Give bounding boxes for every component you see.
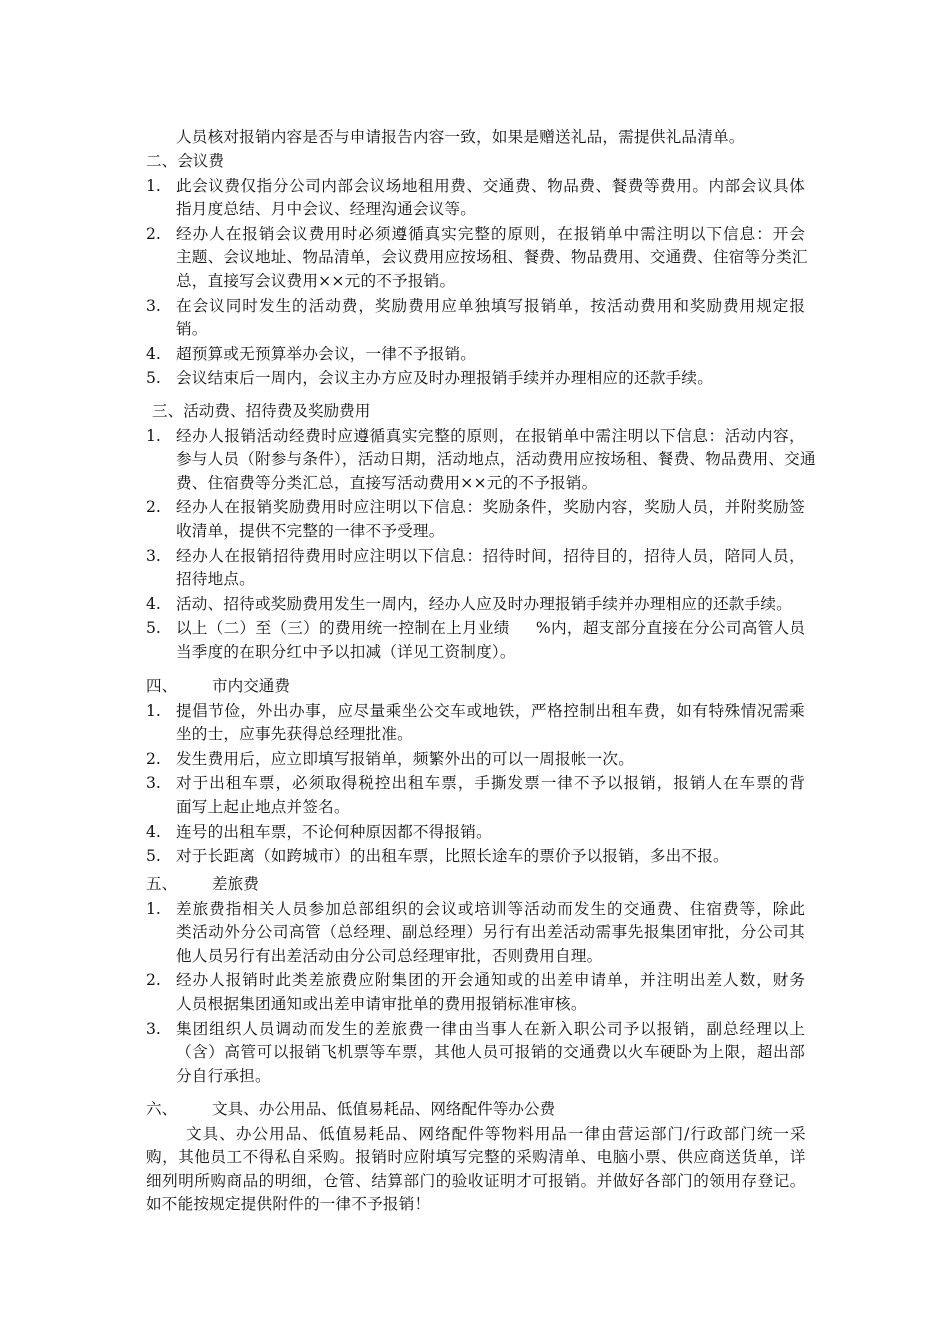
s5-item-3-line-2: （含）高管可以报销飞机票等车票，其他人员可报销的交通费以火车硬卧为上限，超出部 — [176, 1043, 806, 1062]
s5-item-3-line-1: 集团组织人员调动而发生的差旅费一律由当事人在新入职公司予以报销，副总经理以上 — [176, 1019, 806, 1038]
s6-para-line-2: 购，其他员工不得私自采购。报销时应附填写完整的采购清单、电脑小票、供应商送货单，详 — [146, 1148, 806, 1167]
s5-heading-num: 五、 — [146, 875, 178, 893]
s2-item-1-line-2: 指月度总结、月中会议、经理沟通会议等。 — [176, 200, 477, 219]
s6-heading-text: 文具、办公用品、低值易耗品、网络配件等办公费 — [212, 1100, 556, 1118]
s2-item-4-number: 4. — [146, 344, 161, 363]
intro-paragraph: 人员核对报销内容是否与申请报告内容一致，如果是赠送礼品，需提供礼品清单。 — [176, 128, 745, 146]
s4-item-1-line-2: 坐的士，应事先获得总经理批准。 — [176, 725, 413, 744]
s2-item-2-line-1: 经办人在报销会议费用时必须遵循真实完整的原则，在报销单中需注明以下信息：开会 — [176, 224, 806, 243]
s2-item-2-line-3: 总，直接写会议费用××元的不予报销。 — [176, 272, 456, 290]
s3-item-3-line-2: 招待地点。 — [176, 570, 255, 589]
s5-item-2-line-2: 人员根据集团通知或出差申请审批单的费用报销标准审核。 — [176, 995, 587, 1013]
s5-item-2-number: 2. — [146, 971, 161, 990]
s3-item-3-line-1: 经办人在报销招待费用时应注明以下信息：招待时间，招待目的，招待人员，陪同人员， — [176, 546, 806, 565]
s3-item-1-line-2: 参与人员（附参与条件），活动日期，活动地点，活动费用应按场租、餐费、物品费用、交通 — [176, 450, 816, 469]
s6-heading-num: 六、 — [146, 1100, 178, 1118]
s4-heading-text: 市内交通费 — [212, 677, 290, 695]
s3-item-2-line-1: 经办人在报销奖励费用时应注明以下信息：奖励条件，奖励内容，奖励人员，并附奖励签 — [176, 498, 806, 517]
s4-item-3-number: 3. — [146, 774, 161, 793]
s2-item-1-line-1: 此会议费仅指分公司内部会议场地租用费、交通费、物品费、餐费等费用。内部会议具体 — [176, 176, 806, 195]
s5-item-1-line-1: 差旅费指相关人员参加总部组织的会议或培训等活动而发生的交通费、住宿费等，除此 — [176, 899, 806, 918]
s5-item-2-line-1: 经办人报销时此类差旅费应附集团的开会通知或的出差申请单，并注明出差人数，财务 — [176, 971, 806, 990]
s2-item-2-line-2: 主题、会议地址、物品清单，会议费用应按场租、餐费、物品费用、交通费、住宿等分类汇 — [176, 248, 808, 267]
s4-item-1-number: 1. — [146, 701, 161, 720]
s6-para-line-1: 文具、办公用品、低值易耗品、网络配件等物料用品一律由营运部门/行政部门统一采 — [186, 1124, 807, 1143]
s5-heading-text: 差旅费 — [212, 875, 259, 893]
s5-item-1-line-2: 类活动外分公司高管（总经理、副总经理）另行有出差活动需事先报集团审批，分公司其 — [176, 923, 806, 942]
s3-item-5-line-1: 以上（二）至（三）的费用统一控制在上月业绩 %内，超支部分直接在分公司高管人员 — [176, 619, 806, 638]
s3-item-1-line-1: 经办人报销活动经费时应遵循真实完整的原则，在报销单中需注明以下信息：活动内容， — [176, 426, 806, 445]
s4-item-2-line-1: 发生费用后，应立即填写报销单，频繁外出的可以一周报帐一次。 — [176, 749, 635, 768]
s2-item-4-line-1: 超预算或无预算举办会议，一律不予报销。 — [176, 344, 477, 363]
s2-heading: 二、会议费 — [146, 152, 224, 170]
s4-item-4-line-1: 连号的出租车票，不论何种原因都不得报销。 — [176, 822, 492, 841]
s4-item-5-number: 5. — [146, 847, 161, 866]
s5-item-1-line-3: 他人员另行有出差活动由分公司总经理审批，否则费用自理。 — [176, 946, 603, 965]
s3-item-2-line-2: 收清单，提供不完整的一律不予受理。 — [176, 522, 445, 540]
s3-item-5-number: 5. — [146, 619, 161, 638]
s6-para-line-3: 细列明所购商品的明细，仓管、结算部门的验收证明才可报销。并做好各部门的领用存登记。 — [146, 1171, 806, 1190]
s5-item-1-number: 1. — [146, 899, 161, 918]
s2-item-3-line-2: 销。 — [176, 320, 208, 339]
s3-item-4-number: 4. — [146, 594, 161, 613]
s4-item-4-number: 4. — [146, 822, 161, 841]
s2-item-5-number: 5. — [146, 369, 161, 388]
s4-item-3-line-1: 对于出租车票，必须取得税控出租车票，手撕发票一律不予以报销，报销人在车票的背 — [176, 774, 806, 793]
s4-heading-num: 四、 — [146, 677, 178, 695]
s2-item-3-number: 3. — [146, 296, 161, 315]
s3-item-3-number: 3. — [146, 546, 161, 565]
s4-item-5-line-1: 对于长距离（如跨城市）的出租车票，比照长途车的票价予以报销，多出不报。 — [176, 847, 729, 866]
s3-item-5-line-2: 当季度的在职分红中予以扣减（详见工资制度）。 — [176, 643, 516, 661]
s4-item-3-line-2: 面写上起止地点并签名。 — [176, 798, 350, 816]
s2-item-1-number: 1. — [146, 176, 161, 195]
s5-item-3-line-3: 分自行承担。 — [176, 1066, 271, 1085]
s2-item-2-number: 2. — [146, 224, 161, 243]
s3-heading: 三、活动费、招待费及奖励费用 — [152, 402, 371, 420]
s3-item-1-number: 1. — [146, 426, 161, 445]
s2-item-5-line-1: 会议结束后一周内，会议主办方应及时办理报销手续并办理相应的还款手续。 — [176, 369, 713, 388]
s6-para-line-4: 如不能按规定提供附件的一律不予报销！ — [146, 1195, 431, 1214]
s2-item-3-line-1: 在会议同时发生的活动费，奖励费用应单独填写报销单，按活动费用和奖励费用规定报 — [176, 296, 806, 315]
s3-item-1-line-3: 费、住宿费等分类汇总，直接写活动费用××元的不予报销。 — [176, 473, 598, 492]
s4-item-2-number: 2. — [146, 749, 161, 768]
s3-item-4-line-1: 活动、招待或奖励费用发生一周内，经办人应及时办理报销手续并办理相应的还款手续。 — [176, 594, 792, 613]
s3-item-2-number: 2. — [146, 498, 161, 517]
s4-item-1-line-1: 提倡节俭，外出办事，应尽量乘坐公交车或地铁，严格控制出租车费，如有特殊情况需乘 — [176, 701, 806, 720]
s5-item-3-number: 3. — [146, 1019, 161, 1038]
